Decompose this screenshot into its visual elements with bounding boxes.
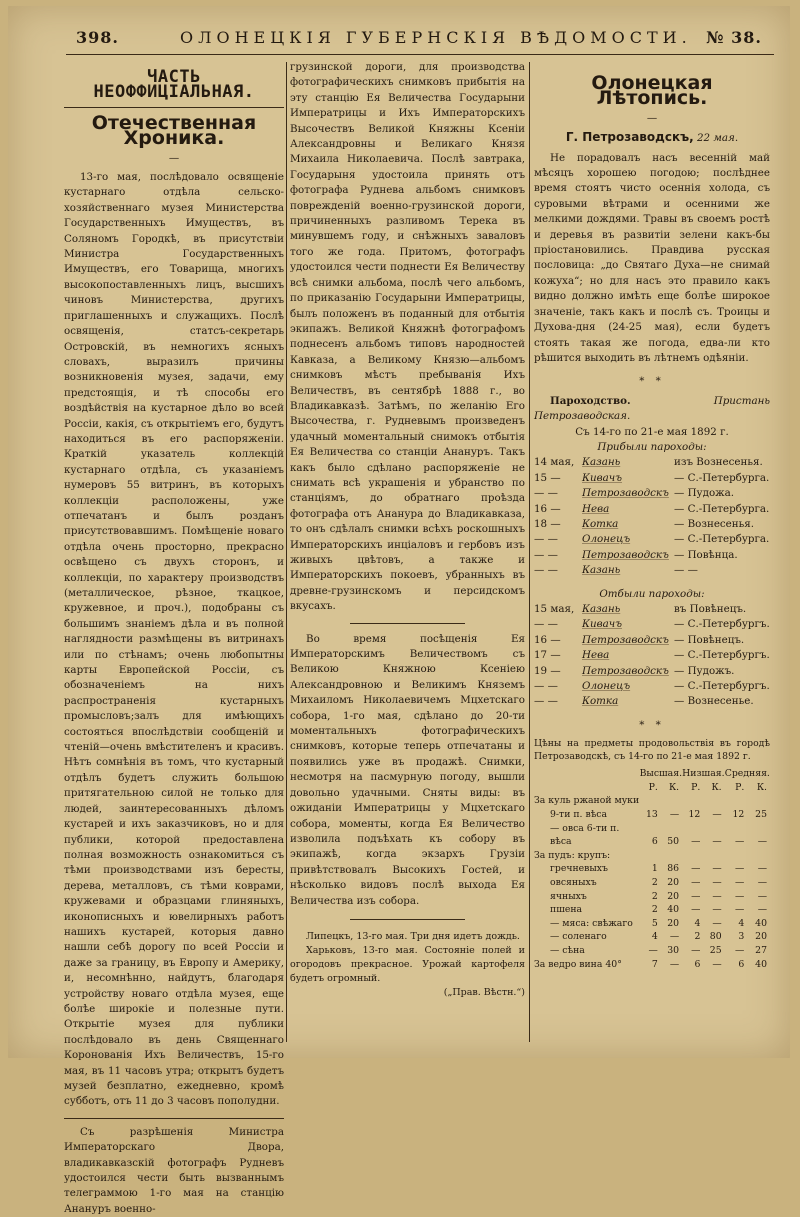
price-value bbox=[661, 822, 682, 836]
ship-date: 19 — bbox=[534, 664, 561, 677]
price-value: — bbox=[691, 863, 701, 875]
report-date: 22 мая. bbox=[696, 132, 739, 145]
dash: — bbox=[646, 111, 658, 124]
ship-row bbox=[534, 664, 770, 679]
price-value bbox=[682, 822, 703, 836]
price-item: — мяса: свѣжаго bbox=[550, 917, 633, 929]
price-unit-header: Р. bbox=[648, 781, 658, 793]
price-value: — bbox=[712, 809, 722, 821]
ship-name: Котка bbox=[582, 695, 619, 708]
price-value: 3 bbox=[738, 931, 745, 943]
ship-name: Петрозаводскъ bbox=[582, 664, 669, 677]
ship-date: — — bbox=[534, 618, 558, 631]
price-value: 40 bbox=[667, 904, 680, 916]
column-divider bbox=[286, 62, 287, 1042]
news-note: Харьковъ, 13-го мая. Состояніе полей и огородовъ прекрасное. Урожай картофеля будетъ огромный. bbox=[290, 944, 525, 984]
price-value: 80 bbox=[709, 931, 722, 943]
price-value: — bbox=[669, 931, 680, 943]
ship-name: Кивачъ bbox=[582, 471, 623, 484]
price-value: 27 bbox=[755, 944, 767, 956]
ship-name: Петрозаводскъ bbox=[582, 487, 669, 500]
ship-name: Петрозаводскъ bbox=[582, 548, 669, 561]
column-3 bbox=[534, 60, 770, 971]
price-item: За пудъ: крупъ: bbox=[534, 849, 611, 861]
price-value: 6 bbox=[694, 958, 701, 970]
shipping-period: Съ 14-го по 21-е мая 1892 г. bbox=[575, 425, 729, 438]
paragraph: Съ разрѣшенія Министра Императорскаго Двора, владикавказскій фотографъ Рудневъ удостоился чести быть вызваннымъ телеграммою 1-го мая на станцію Анануръ военно- bbox=[64, 1125, 284, 1215]
ship-row bbox=[534, 532, 770, 547]
price-value bbox=[661, 794, 682, 808]
ship-route: — С.-Петербургъ. bbox=[674, 618, 770, 631]
departed-title: Отбыли пароходы: bbox=[599, 587, 705, 600]
ship-name: Котка bbox=[582, 517, 619, 530]
ship-route: — С.-Петербургъ. bbox=[674, 680, 770, 693]
price-item: 9-ти п. вѣса bbox=[550, 809, 608, 821]
price-value bbox=[703, 849, 724, 863]
chronicle-heading: Олонецкая Лѣтопись. bbox=[591, 72, 713, 110]
price-row bbox=[534, 835, 770, 849]
price-item: За ведро вина 40° bbox=[534, 958, 622, 970]
ship-date: — — bbox=[534, 695, 558, 708]
page-header bbox=[60, 28, 780, 54]
section-title: ЧАСТЬ НЕОФФИЦІАЛЬНАЯ. bbox=[93, 67, 255, 103]
ship-name: Петрозаводскъ bbox=[582, 633, 669, 646]
price-item: ячныхъ bbox=[550, 890, 587, 902]
ship-name: Нева bbox=[582, 649, 610, 662]
ship-row bbox=[534, 471, 770, 486]
price-value: 2 bbox=[651, 904, 658, 916]
ship-name: Нева bbox=[582, 502, 610, 515]
price-value: 6 bbox=[651, 836, 658, 848]
price-item: — овса 6-ти п. bbox=[550, 822, 620, 834]
price-item: пшена bbox=[550, 904, 583, 916]
price-unit-header: К. bbox=[668, 781, 680, 793]
price-value: — bbox=[648, 944, 658, 956]
price-value: 40 bbox=[755, 958, 767, 970]
price-row bbox=[534, 930, 770, 944]
ship-row bbox=[534, 548, 770, 563]
divider bbox=[350, 623, 465, 624]
ship-row bbox=[534, 486, 770, 501]
price-value: — bbox=[712, 890, 722, 902]
price-item: — соленаго bbox=[550, 931, 607, 943]
price-value: 13 bbox=[645, 809, 658, 821]
ship-date: 17 — bbox=[534, 649, 561, 662]
departed-table bbox=[534, 602, 770, 710]
column-1 bbox=[64, 60, 284, 1217]
price-row bbox=[534, 849, 770, 863]
ship-route: — Повѣнецъ. bbox=[674, 633, 745, 646]
price-value: 40 bbox=[755, 917, 767, 929]
price-value: 2 bbox=[651, 877, 658, 888]
price-value: — bbox=[757, 877, 767, 888]
ship-name: Казань bbox=[582, 603, 621, 615]
price-value: 4 bbox=[694, 917, 701, 929]
price-row bbox=[534, 958, 770, 972]
price-value: 2 bbox=[651, 890, 658, 902]
price-column-header: Средняя. bbox=[724, 768, 770, 780]
ship-row bbox=[534, 617, 770, 632]
price-value: 4 bbox=[738, 917, 745, 929]
price-value: 20 bbox=[667, 917, 680, 929]
ship-name: Казань bbox=[582, 564, 621, 577]
price-item: гречневыхъ bbox=[550, 863, 608, 875]
arrived-table bbox=[534, 455, 770, 578]
ship-row bbox=[534, 633, 770, 648]
price-value: 12 bbox=[732, 809, 745, 821]
price-value bbox=[703, 822, 724, 836]
price-row bbox=[534, 903, 770, 917]
price-column-header bbox=[534, 767, 640, 781]
price-row bbox=[534, 862, 770, 876]
price-value: — bbox=[669, 958, 680, 970]
price-row bbox=[534, 917, 770, 931]
price-value: 20 bbox=[667, 877, 680, 888]
ship-row bbox=[534, 602, 770, 617]
price-value: 25 bbox=[709, 944, 722, 956]
price-value: — bbox=[712, 836, 722, 848]
ship-date: 15 — bbox=[534, 471, 561, 484]
column-2 bbox=[290, 60, 525, 1000]
price-value: — bbox=[691, 836, 701, 848]
price-value: — bbox=[712, 917, 722, 929]
price-value bbox=[747, 822, 770, 836]
price-value bbox=[703, 794, 724, 808]
price-value: — bbox=[757, 904, 767, 916]
ship-date: 18 — bbox=[534, 517, 561, 530]
paragraph: грузинской дороги, для производства фотографическихъ снимковъ прибытія на эту станцію Ея Величества Государыни Императрицы и Ихъ Императорскихъ Высочествъ Великой Княжны Ксеніи Александровны и Великаго Князя Михаила Николаевича. Послѣ завтрака, Государыня удостоила принять отъ фотографа Руднева альбомъ снимковъ поврежденій военно-грузинской дороги, причиненныхъ разливомъ Терека въ минувшемъ году, и снѣжныхъ заваловъ того же года. Притомъ, фотографъ удостоился чести поднести Ея Величеству всѣ снимки альбома, послѣ чего альбомъ, по приказанію Государыни Императрицы, былъ положенъ въ поданный для отбытія экипажъ. Великой Княжнѣ фотографомъ поднесенъ альбомъ типовъ народностей Кавказа, а Великому Князю—альбомъ снимковъ мѣстъ пребыванія Ихъ Величествъ, въ сентябрѣ 1888 г., во Владикавказѣ. Затѣмъ, по желанію Его Высочества, г. Рудневымъ произведенъ удачный моментальный снимокъ отбытія Ея Величества со станціи Анануръ. Такъ какъ было сдѣлано распоряженіе не снимать всѣ украшенія и убранство по станціямъ, до обратнаго проѣзда фотографа отъ Ананура до Владикавказа, то онъ сдѣлалъ снимки всѣхъ роскошныхъ Императорскихъ инціаловъ и гербовъ изъ живыхъ цвѣтовъ, а также и Императорскихъ покоевъ, убранныхъ въ древне-грузинскомъ и персидскомъ вкусахъ. bbox=[290, 61, 525, 613]
ship-row bbox=[534, 694, 770, 709]
price-value bbox=[640, 849, 661, 863]
price-value: — bbox=[712, 904, 722, 916]
price-value: — bbox=[691, 944, 701, 956]
place-name: Г. Петрозаводскъ, bbox=[565, 130, 694, 145]
ship-route: — Повѣнца. bbox=[674, 548, 738, 561]
ship-route: — Вознесенья. bbox=[674, 517, 755, 530]
price-row bbox=[534, 944, 770, 958]
ship-route: въ Повѣнецъ. bbox=[674, 603, 747, 615]
ship-row bbox=[534, 502, 770, 517]
ship-name: Кивачъ bbox=[582, 618, 623, 631]
price-row bbox=[534, 808, 770, 822]
dash: — bbox=[168, 151, 180, 164]
price-item: — сѣна bbox=[550, 944, 585, 956]
price-value: 7 bbox=[651, 958, 658, 970]
ship-row bbox=[534, 563, 770, 578]
ship-name: Казань bbox=[582, 456, 621, 469]
price-unit-header bbox=[534, 781, 640, 795]
price-value: — bbox=[712, 863, 722, 875]
separator-stars: * * bbox=[639, 718, 665, 731]
price-value: 50 bbox=[667, 836, 680, 848]
shipping-title: Пароходство. bbox=[550, 394, 631, 407]
price-value: — bbox=[734, 863, 745, 875]
ship-route: — С.-Петербурга. bbox=[674, 471, 770, 484]
news-note: Липецкъ, 13-го мая. Три дня идетъ дождь. bbox=[306, 930, 520, 942]
price-value: — bbox=[734, 836, 745, 848]
price-value: — bbox=[712, 958, 722, 970]
ship-row bbox=[534, 679, 770, 694]
arrived-title: Прибыли пароходы: bbox=[597, 440, 707, 453]
price-value: 25 bbox=[755, 809, 767, 821]
price-value: 20 bbox=[667, 890, 680, 902]
price-value: — bbox=[757, 890, 767, 902]
paragraph: Не порадовалъ насъ весенній май мѣсяцъ хорошею погодою; послѣднее время стоятъ чисто осеннія холода, съ суровыми вѣтрами и осенними же мелкими дождями. Травы въ своемъ ростѣ и деревья въ развитіи зелени какъ-бы пріостановились. Правдива русская пословица: „до Святаго Духа—не снимай кожуха“; но для насъ это правило какъ видно должно имѣть еще болѣе широкое значеніе, такъ какъ и послѣ съ. Троицы и Духова-дня (24-25 мая), если будетъ стоять такая же погода, едва-ли кто рѣшится выходить въ лѣтнемъ одѣяніи. bbox=[534, 151, 770, 364]
ship-date: — — bbox=[534, 564, 558, 577]
ship-date: — — bbox=[534, 533, 558, 546]
ship-route: — С.-Петербурга. bbox=[674, 533, 770, 546]
shipping-place: Пристань Петрозаводская. bbox=[534, 394, 770, 423]
divider bbox=[64, 1118, 284, 1119]
price-value bbox=[682, 794, 703, 808]
ship-name: Олонецъ bbox=[582, 680, 631, 693]
price-value: — bbox=[757, 863, 767, 875]
price-value: 30 bbox=[667, 944, 680, 956]
price-value: 6 bbox=[738, 958, 745, 970]
price-value: — bbox=[734, 890, 745, 902]
price-row bbox=[534, 794, 770, 808]
price-value: — bbox=[691, 904, 701, 916]
issue-number: № 38. bbox=[706, 28, 762, 47]
ship-row bbox=[534, 648, 770, 663]
article-heading: Отечественная Хроника. bbox=[91, 111, 257, 150]
price-value bbox=[640, 794, 661, 808]
price-unit-header: Р. bbox=[735, 781, 745, 793]
ship-date: 16 — bbox=[534, 502, 561, 515]
price-value bbox=[640, 822, 661, 836]
column-divider bbox=[529, 62, 530, 1042]
ship-route: — Пудожа. bbox=[674, 487, 735, 500]
price-value: — bbox=[734, 877, 745, 888]
price-value bbox=[682, 849, 703, 863]
price-row bbox=[534, 876, 770, 890]
ship-route: — С.-Петербурга. bbox=[674, 502, 770, 515]
ship-date: — — bbox=[534, 487, 558, 500]
price-value: — bbox=[691, 890, 701, 902]
ship-row bbox=[534, 517, 770, 532]
price-value: — bbox=[757, 836, 767, 848]
price-item: овсяныхъ bbox=[550, 877, 597, 888]
paragraph: 13-го мая, послѣдовало освященіе кустарнаго отдѣла сельско-хозяйственнаго музея Министерства Государственныхъ Имуществъ, въ Соляномъ Городкѣ, въ присутствіи Министра Государственныхъ Имуществъ, его Товарища, многихъ высокопоставленныхъ лицъ, высшихъ чиновъ Министерства, другихъ приглашенныхъ и служащихъ. Послѣ освященія, статсъ-секретарь Островскій, въ немногихъ ясныхъ словахъ, выразилъ причины возникновенія музея, задачи, ему предстоящія, и тѣ способы его воздѣйствія на кустарное дѣло во всей Россіи, какія, съ открытіемъ его, будутъ находиться въ его распоряженіи. Краткій указатель коллекцій кустарнаго отдѣла, съ указаніемъ нумеровъ 55 витринъ, въ которыхъ коллекціи расположены, уже отпечатанъ и былъ розданъ присутствовавшимъ. Помѣщеніе новаго отдѣла очень просторно, прекрасно освѣщено съ двухъ сторонъ, и коллекціи, по характеру производствъ (металлическое, рѣзное, ткацкое, кружевное, и проч.), подобраны съ большимъ знаніемъ дѣла и въ полной наглядности размѣщены въ витринахъ или по стѣнамъ; очень любопытны карты Европейской Россіи, съ обозначеніемъ на нихъ распространенія кустарныхъ промысловъ;залъ для имѣющихъ состояться впослѣдствіи сообщеній и чтеній—очень вмѣстителенъ и красивъ. Нѣтъ сомнѣнія въ томъ, что кустарный отдѣлъ будетъ служить большою притягательною силой не только для людей, заинтересованныхъ дѣломъ кустарей и ихъ заказчиковъ, но и для публики, которой предоставлена полная возможность ознакомиться съ тѣми производствами изъ бересты, дерева, металловъ, съ тѣми коврами, кружевами и образцами глиняныхъ, иконописныхъ и ювелирныхъ работъ нашихъ кустарей, которыя давно нашли себѣ дорогу по всей Россіи и даже за границу, въ Европу и Америку, и, несомнѣнно, найдутъ, благодаря устройству новаго отдѣла музея, еще болѣе широкіе и полезные пути. Открытіе музея для публики послѣдовало въ день Священнаго Коронованія Ихъ Величествъ, 15-го мая, въ 11 часовъ утра; открытъ будетъ музей безплатно, ежедневно, кромѣ субботъ, отъ 11 до 3 часовъ пополудни. bbox=[64, 171, 284, 1108]
ship-route: — — bbox=[674, 564, 698, 577]
price-value: 5 bbox=[651, 917, 658, 929]
prices-title: Цѣны на предметы продовольствія въ городѣ Петрозаводскѣ, съ 14-го по 21-е мая 1892 г. bbox=[534, 738, 770, 763]
ship-route: — С.-Петербургъ. bbox=[674, 649, 770, 662]
divider bbox=[64, 107, 284, 108]
ship-row bbox=[534, 455, 770, 470]
source-citation: („Прав. Вѣстн.“) bbox=[443, 986, 525, 998]
ship-route: изъ Вознесенья. bbox=[674, 456, 763, 469]
price-value: — bbox=[712, 877, 722, 888]
price-unit-header: Р. bbox=[691, 781, 701, 793]
price-value bbox=[661, 849, 682, 863]
divider bbox=[350, 919, 465, 920]
prices-table bbox=[534, 767, 770, 971]
ship-date: 16 — bbox=[534, 633, 561, 646]
price-value: 2 bbox=[694, 931, 701, 943]
price-row bbox=[534, 822, 770, 836]
ship-date: — — bbox=[534, 680, 558, 693]
ship-route: — Вознесенье. bbox=[674, 695, 754, 708]
ship-route: — Пудожъ. bbox=[674, 664, 735, 677]
header-rule bbox=[66, 54, 774, 55]
separator-stars: * * bbox=[639, 375, 665, 388]
ship-name: Олонецъ bbox=[582, 533, 631, 546]
price-item: вѣса bbox=[550, 836, 572, 848]
price-value bbox=[725, 794, 748, 808]
ship-date: — — bbox=[534, 548, 558, 561]
page-number: 398. bbox=[76, 28, 119, 47]
price-value bbox=[747, 849, 770, 863]
price-value: — bbox=[691, 877, 701, 888]
price-value: 1 bbox=[651, 863, 658, 875]
price-unit-header: К. bbox=[756, 781, 767, 793]
price-unit-header: К. bbox=[711, 781, 722, 793]
price-value: — bbox=[734, 944, 745, 956]
ship-date: 14 мая, bbox=[534, 456, 575, 469]
price-column-header: Низшая. bbox=[682, 768, 725, 780]
price-value bbox=[725, 822, 748, 836]
price-value: — bbox=[669, 809, 680, 821]
ship-date: 15 мая, bbox=[534, 603, 575, 615]
newspaper-title: ОЛОНЕЦКІЯ ГУБЕРНСКІЯ ВѢДОМОСТИ. bbox=[180, 28, 692, 47]
price-value: 12 bbox=[688, 809, 701, 821]
price-value: 86 bbox=[667, 863, 680, 875]
price-value bbox=[725, 849, 748, 863]
paragraph: Во время посѣщенія Ея Императорскимъ Величествомъ съ Великою Княжною Ксеніею Александровною и Великимъ Княземъ Михаиломъ Николаевичемъ Мцхетскаго собора, 1-го мая, сдѣлано до 20-ти моментальныхъ фотографическихъ снимковъ, которые теперь отпечатаны и появились уже въ продажѣ. Снимки, несмотря на пасмурную погоду, вышли довольно удачными. Сняты виды: въ ожиданіи Императрицы у Мцхетскаго собора, моменты, когда Ея Величество изволила подъѣхать къ собору въ экипажѣ, когда экзархъ Грузіи привѣтствовалъ Высокихъ Гостей, и нѣсколько видовъ послѣ выхода Ея Величества изъ собора. bbox=[290, 632, 525, 907]
price-value bbox=[747, 794, 770, 808]
price-item: За куль ржаной муки bbox=[534, 795, 640, 807]
price-value: — bbox=[734, 904, 745, 916]
price-column-header: Высшая. bbox=[639, 768, 683, 780]
price-value: 4 bbox=[651, 931, 658, 943]
price-row bbox=[534, 890, 770, 904]
price-value: 20 bbox=[755, 931, 767, 943]
